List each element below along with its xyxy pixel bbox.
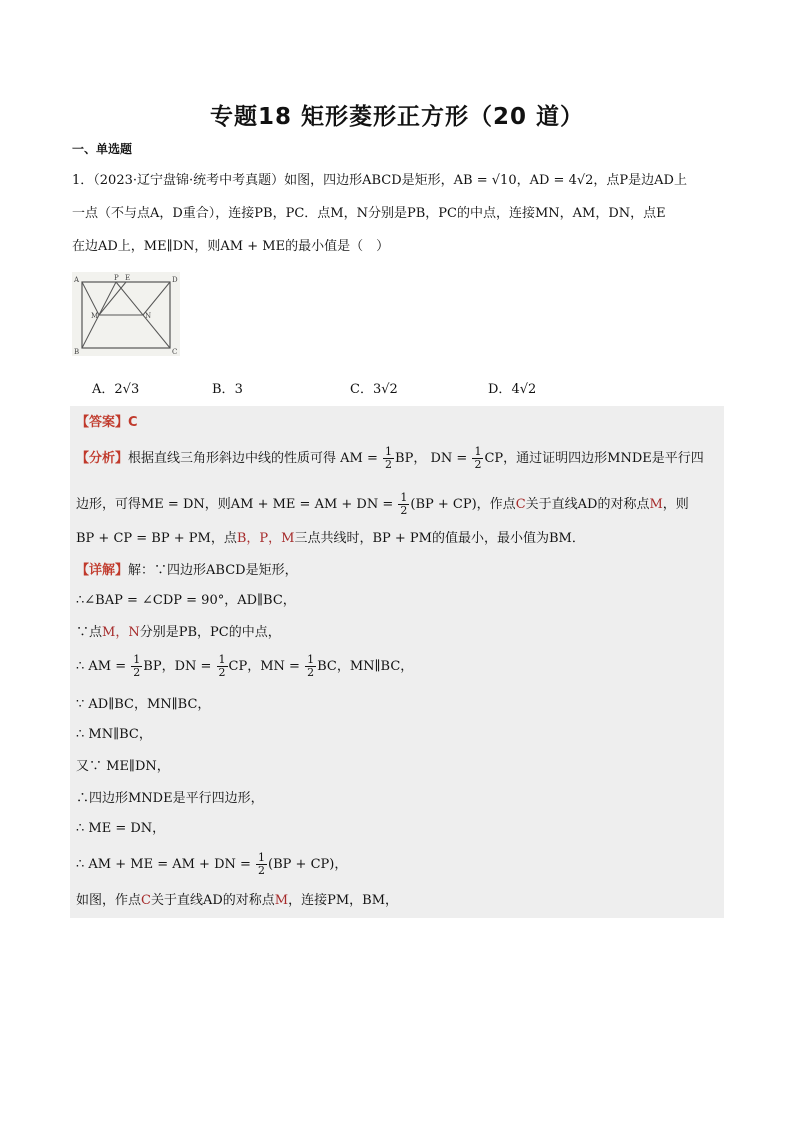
half-fraction: $\frac{1}{2}$ <box>258 851 266 877</box>
figure-label: E <box>125 274 131 282</box>
section-heading: 一、单选题 <box>72 142 133 156</box>
figure-label: D <box>172 276 178 284</box>
detail-line-11: 如图，作点C关于直线AD的对称点M，连接PM，BM， <box>76 893 399 908</box>
half-fraction: $\frac{1}{2}$ <box>133 653 141 679</box>
solution-panel <box>70 406 724 918</box>
analysis-line-2: 边形，可得ME = DN，则AM + ME = AM + DN = $\frac{1}{2}$ (BP + CP)，作点C关于直线AD的对称点M，则 <box>76 491 689 517</box>
half-fraction: $\frac{1}{2}$ <box>400 491 408 517</box>
detail-line-1: 【详解】解：∵四边形ABCD是矩形， <box>76 563 298 578</box>
figure-label: M <box>91 312 99 320</box>
analysis-line-1: 【分析】根据直线三角形斜边中线的性质可得 AM = $\frac{1}{2}$ BP， DN = $\frac{1}{2}$ CP，通过证明四边形MNDE是平行四 <box>76 445 704 471</box>
detail-line-7: 又∵ ME∥DN， <box>76 759 170 774</box>
detail-line-3: ∵点M，N分别是PB，PC的中点， <box>76 625 281 640</box>
figure-label: C <box>172 348 178 356</box>
analysis-line-3: BP + CP = BP + PM，点B，P，M三点共线时，BP + PM的值最小，最小值为BM． <box>76 531 585 546</box>
half-fraction: $\frac{1}{2}$ <box>218 653 226 679</box>
question-line-1: 1．（2023·辽宁盘锦·统考中考真题）如图，四边形ABCD是矩形，AB = √10，AD = 4√2，点P是边AD上 <box>72 173 687 188</box>
answer-line: 【答案】C <box>76 415 138 430</box>
question-line-3: 在边AD上，ME∥DN，则AM + ME的最小值是（ ） <box>72 239 390 254</box>
rectangle-figure <box>72 272 180 356</box>
detail-line-8: ∴四边形MNDE是平行四边形， <box>76 791 264 806</box>
question-line-2: 一点（不与点A，D重合），连接PB，PC．点M，N分别是PB，PC的中点，连接MN，AM，DN，点E <box>72 206 666 221</box>
choice-b[interactable]: B．3 <box>212 382 243 397</box>
figure-label: P <box>114 274 119 282</box>
choice-c[interactable]: C．3√2 <box>350 382 398 397</box>
figure-label: B <box>74 348 80 356</box>
figure-label: A <box>74 276 80 284</box>
half-fraction: $\frac{1}{2}$ <box>474 445 482 471</box>
detail-line-5: ∵ AD∥BC，MN∥BC， <box>76 697 211 712</box>
detail-line-10: ∴ AM + ME = AM + DN = $\frac{1}{2}$ (BP + CP)， <box>76 851 348 877</box>
half-fraction: $\frac{1}{2}$ <box>385 445 393 471</box>
choice-d[interactable]: D．4√2 <box>488 382 537 397</box>
choice-a[interactable]: A．2√3 <box>92 382 140 397</box>
detail-line-2: ∴∠BAP = ∠CDP = 90°，AD∥BC， <box>76 593 296 608</box>
detail-line-9: ∴ ME = DN， <box>76 821 166 836</box>
detail-line-6: ∴ MN∥BC， <box>76 727 152 742</box>
page-title: 专题18 矩形菱形正方形（20 道） <box>209 104 585 130</box>
figure-label: N <box>145 312 152 320</box>
detail-line-4: ∴ AM = $\frac{1}{2}$ BP，DN = $\frac{1}{2}$ CP，MN = $\frac{1}{2}$ BC，MN∥BC， <box>76 653 414 679</box>
half-fraction: $\frac{1}{2}$ <box>307 653 315 679</box>
